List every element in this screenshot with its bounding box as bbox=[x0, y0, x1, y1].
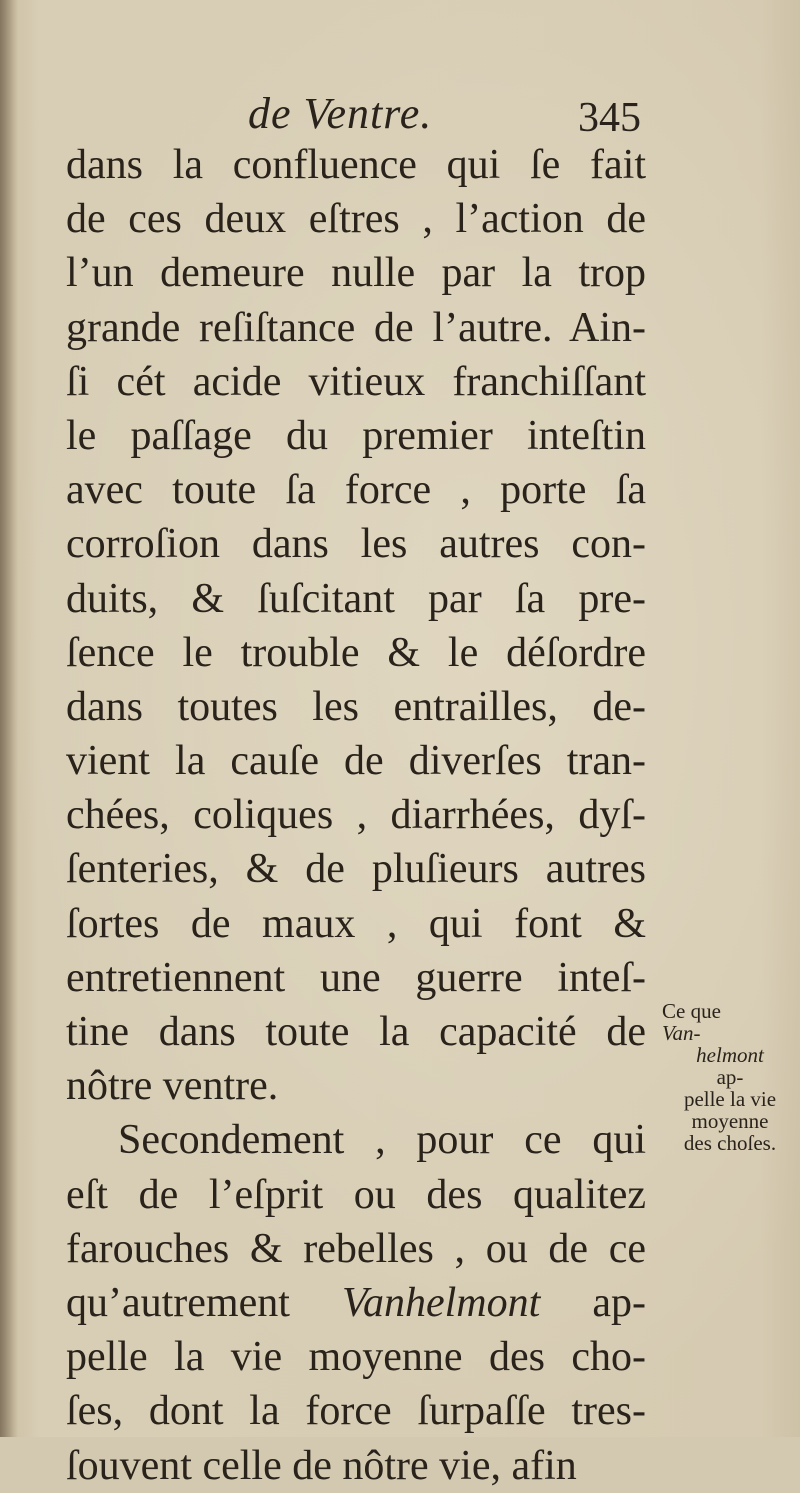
body-text bbox=[66, 138, 646, 1493]
text-line: ſenteries, & de pluſieurs autres bbox=[66, 846, 646, 893]
text-line: ſouvent celle de nôtre vie, afin bbox=[66, 1442, 577, 1489]
text-line: duits, & ſuſcitant par ſa pre- bbox=[66, 575, 646, 622]
text-line: avec toute ſa force , porte ſa bbox=[66, 467, 646, 514]
text-line: dans toutes les entrailles, de- bbox=[66, 683, 646, 730]
text-line-mixed bbox=[66, 1276, 646, 1330]
text-line: de ces deux eſtres , l’action de bbox=[66, 196, 646, 243]
text-segment: qu’autrement bbox=[66, 1279, 290, 1326]
text-line: vient la cauſe de diverſes tran- bbox=[66, 738, 646, 785]
text-line: eſt de l’eſprit ou des qualitez bbox=[66, 1171, 646, 1218]
margin-note bbox=[662, 1000, 798, 1154]
text-line: l’un demeure nulle par la trop bbox=[66, 250, 646, 297]
italic-name: Vanhelmont bbox=[341, 1279, 541, 1326]
gutter-shadow bbox=[0, 0, 18, 1437]
text-line: ſes, dont la force ſurpaſſe tres- bbox=[66, 1388, 646, 1435]
text-line: ſence le trouble & le déſordre bbox=[66, 629, 646, 676]
margin-note-line: pelle la vie bbox=[683, 1087, 777, 1111]
text-line: pelle la vie moyenne des cho- bbox=[66, 1334, 646, 1381]
text-line: Secondement , pour ce qui bbox=[118, 1117, 646, 1164]
page-number: 345 bbox=[578, 95, 641, 141]
text-line: dans la confluence qui ſe fait bbox=[66, 142, 646, 188]
text-line: grande reſiſtance de l’autre. Ain- bbox=[66, 304, 646, 351]
text-segment: ap- bbox=[592, 1279, 647, 1326]
margin-note-line: moyenne bbox=[691, 1109, 769, 1133]
text-line: ſi cét acide vitieux franchiſſant bbox=[66, 358, 646, 405]
margin-note-line: helmont ap- bbox=[696, 1043, 764, 1089]
text-line: le paſſage du premier inteſtin bbox=[66, 412, 646, 459]
text-line: ſortes de maux , qui font & bbox=[66, 900, 646, 947]
running-head: de Ventre. bbox=[248, 89, 433, 138]
text-line: nôtre ventre. bbox=[66, 1063, 279, 1110]
margin-note-line: Ce que Van- bbox=[662, 999, 721, 1045]
text-line: chées, coliques , diarrhées, dyſ- bbox=[66, 792, 646, 839]
text-line: corroſion dans les autres con- bbox=[66, 521, 646, 568]
text-line: entretiennent une guerre inteſ- bbox=[66, 954, 646, 1001]
text-line: tine dans toute la capacité de bbox=[66, 1009, 646, 1055]
margin-note-line: des choſes. bbox=[683, 1131, 777, 1155]
text-line: farouches & rebelles , ou de ce bbox=[66, 1225, 646, 1272]
